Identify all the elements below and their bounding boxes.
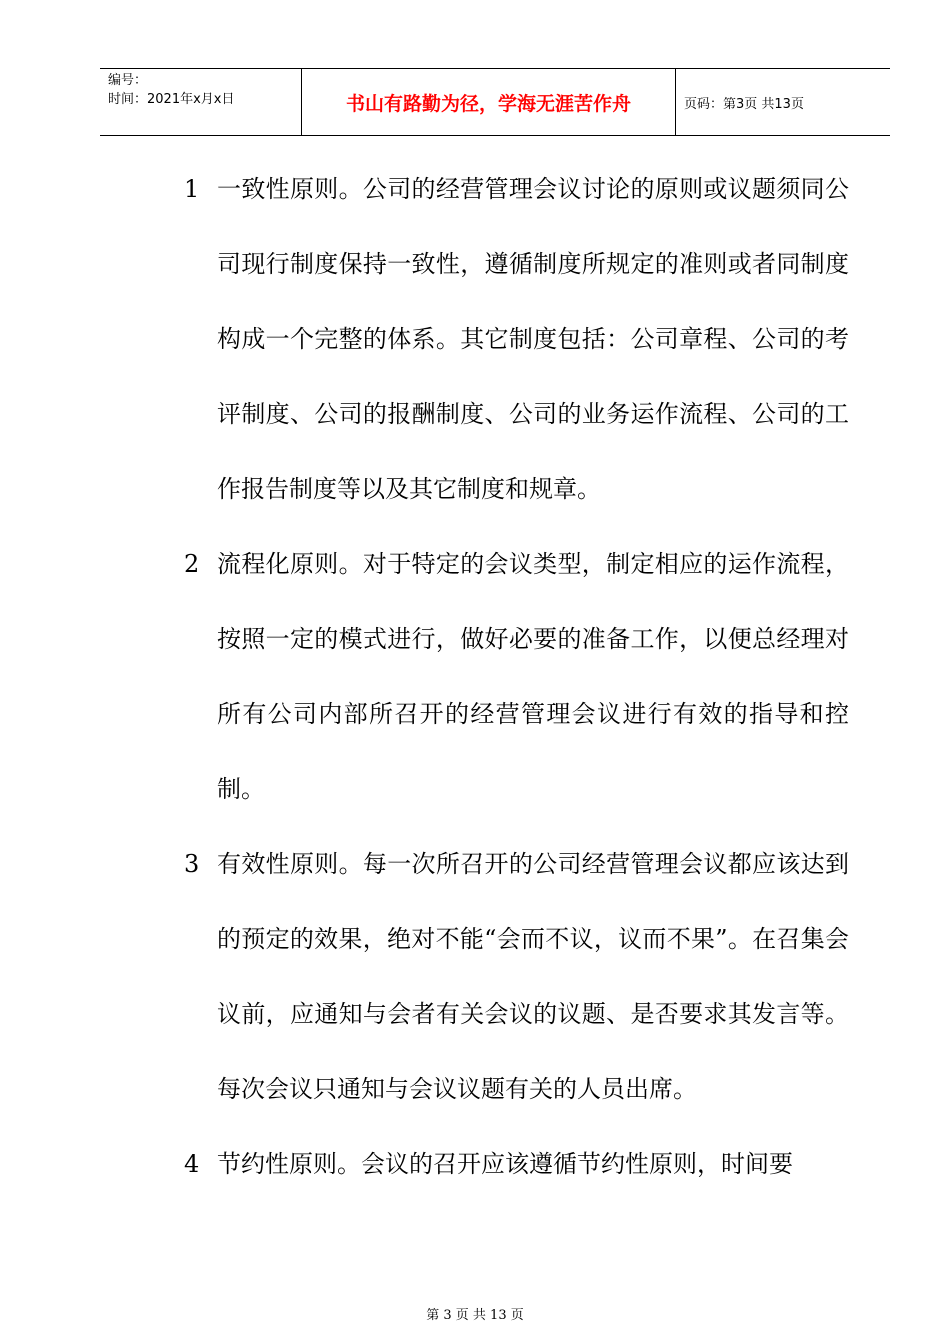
principle-text: 流程化原则。对于特定的会议类型，制定相应的运作流程，按照一定的模式进行，做好必要的准备工作，以便总经理对所有公司内部所召开的经营管理会议进行有效的指导和控制。: [217, 550, 849, 803]
principle-text: 有效性原则。每一次所召开的公司经营管理会议都应该达到的预定的效果，绝对不能“会而不议，议而不果”。在召集会议前，应通知与会者有关会议的议题、是否要求其发言等。每次会议只通知与会议议题有关的人员出席。: [217, 850, 849, 1103]
header-page-info: 页码：第3页 共13页: [684, 96, 804, 112]
document-time-label: 时间：2021年x月x日: [108, 92, 235, 107]
page-footer: 第 3 页 共 13 页: [426, 1308, 524, 1323]
principle-item-4: [184, 1127, 864, 1202]
document-number-label: 编号：: [108, 73, 148, 88]
principle-number: 4: [184, 1150, 200, 1178]
document-body: [184, 152, 864, 1202]
header-slogan: 书山有路勤为径，学海无涯苦作舟: [302, 69, 676, 135]
principle-number: 2: [184, 550, 200, 578]
principle-number: 1: [184, 175, 200, 203]
principle-item-3: [184, 827, 864, 1127]
principle-item-1: [184, 152, 864, 527]
header-meta: [100, 69, 302, 135]
principle-text: 节约性原则。会议的召开应该遵循节约性原则，时间要: [217, 1150, 793, 1178]
principle-text: 一致性原则。公司的经营管理会议讨论的原则或议题须同公司现行制度保持一致性，遵循制度所规定的准则或者同制度构成一个完整的体系。其它制度包括：公司章程、公司的考评制度、公司的报酬制度、公司的业务运作流程、公司的工作报告制度等以及其它制度和规章。: [217, 175, 849, 503]
page-header: [100, 68, 890, 136]
principle-item-2: [184, 527, 864, 827]
principle-number: 3: [184, 850, 200, 878]
